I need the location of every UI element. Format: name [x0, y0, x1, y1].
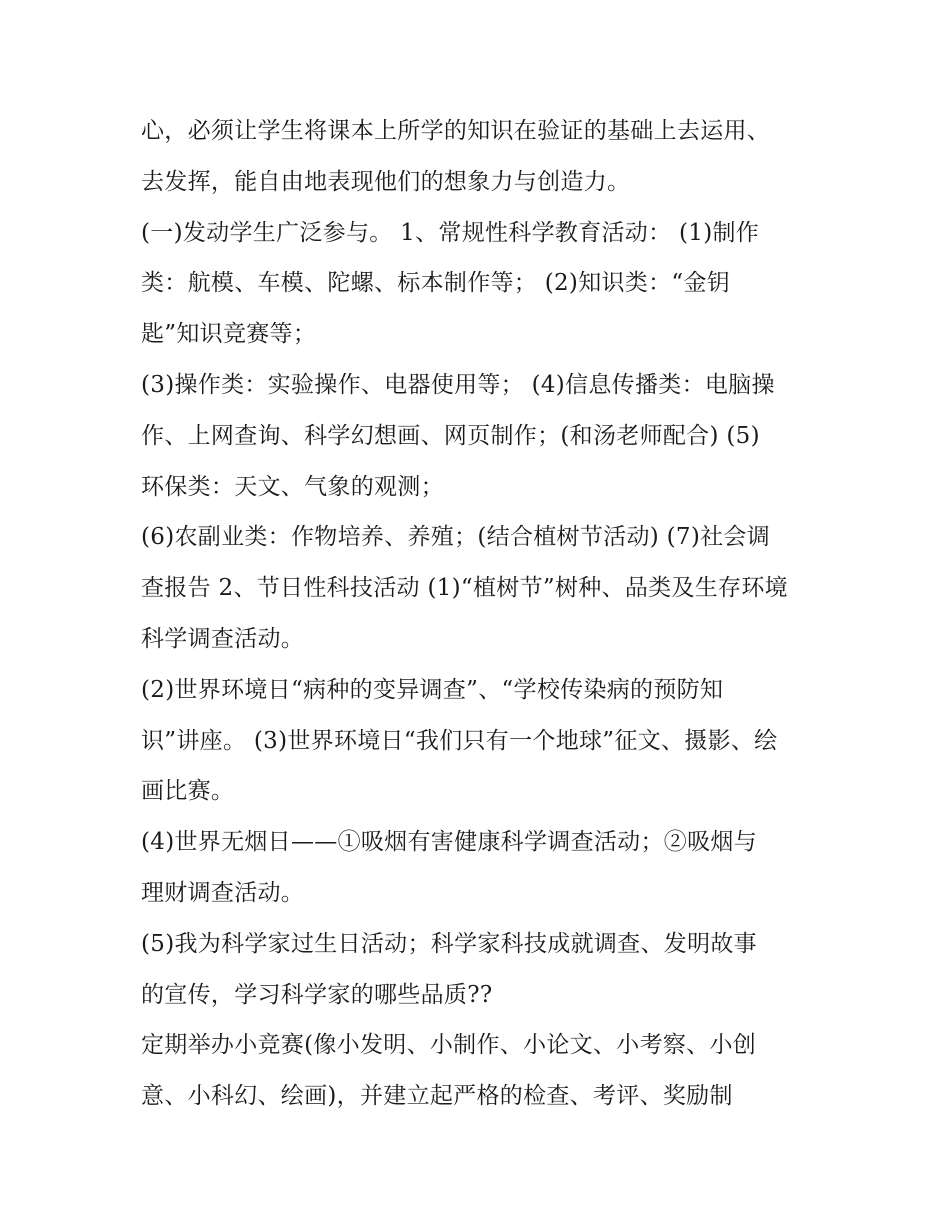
text-line: 作、上网查询、科学幻想画、网页制作；(和汤老师配合) (5)	[141, 422, 760, 449]
text-line: (4)世界无烟日——①吸烟有害健康科学调查活动；②吸烟与	[141, 829, 757, 856]
text-line: 科学调查活动。	[141, 625, 305, 652]
text-line: (3)操作类：实验操作、电器使用等； (4)信息传播类：电脑操	[141, 371, 775, 398]
text-line: 定期举办小竞赛(像小发明、小制作、小论文、小考察、小创	[141, 1032, 757, 1059]
text-line: (5)我为科学家过生日活动；科学家科技成就调查、发明故事	[141, 930, 757, 957]
text-line: 查报告 2、节日性科技活动 (1)“植树节”树种、品类及生存环境	[141, 575, 788, 602]
text-line: 理财调查活动。	[141, 879, 305, 906]
text-line: 意、小科幻、绘画)，并建立起严格的检查、考评、奖励制	[141, 1083, 733, 1110]
text-line: 心，必须让学生将课本上所学的知识在验证的基础上去运用、	[141, 118, 771, 144]
text-line: (2)世界环境日“病种的变异调查”、“学校传染病的预防知	[141, 676, 724, 703]
body-text	[141, 106, 821, 1122]
text-line: (6)农副业类：作物培养、养殖；(结合植树节活动) (7)社会调	[141, 524, 771, 551]
text-line: (一)发动学生广泛参与。 1、常规性科学教育活动： (1)制作	[141, 219, 760, 246]
text-line: 环保类：天文、气象的观测；	[141, 473, 444, 500]
text-line: 的宣传，学习科学家的哪些品质??	[141, 981, 493, 1008]
text-line: 类：航模、车模、陀螺、标本制作等； (2)知识类：“金钥	[141, 270, 731, 297]
text-line: 匙”知识竞赛等；	[141, 321, 317, 348]
text-line: 去发挥，能自由地表现他们的想象力与创造力。	[141, 168, 631, 195]
text-line: 画比赛。	[141, 778, 235, 805]
text-line: 识”讲座。 (3)世界环境日“我们只有一个地球”征文、摄影、绘	[141, 727, 778, 754]
